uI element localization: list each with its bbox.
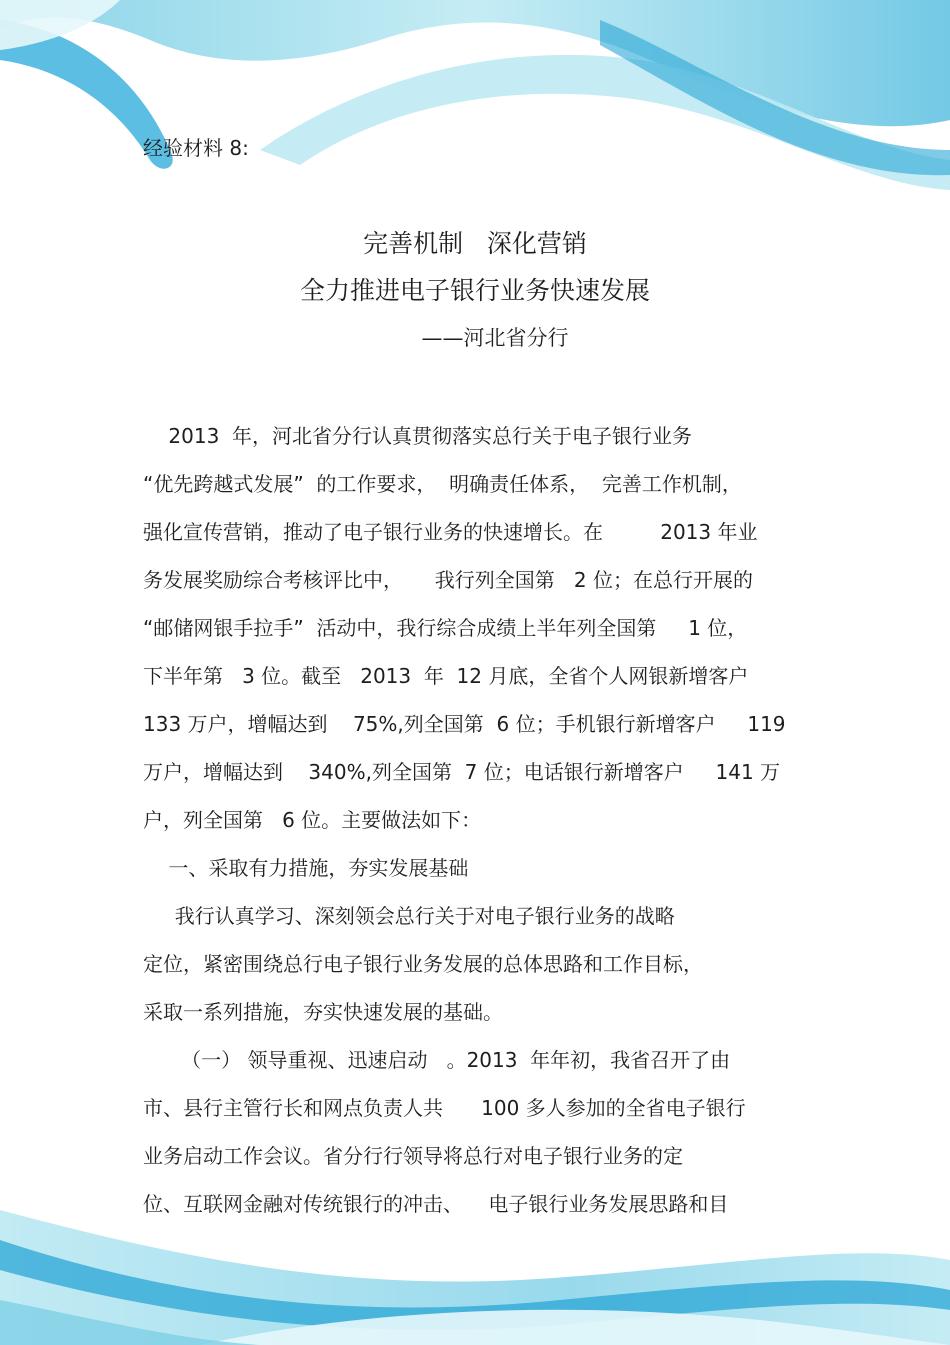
body-line: 位、互联网金融对传统银行的冲击、 电子银行业务发展思路和目	[143, 1192, 729, 1216]
document-title-line-2: 全力推进电子银行业务快速发展	[299, 276, 650, 305]
document-label: 经验材料 8:	[143, 136, 249, 160]
section-heading: 一、采取有力措施，夯实发展基础	[143, 856, 469, 880]
body-line: 户，列全国第 6 位。主要做法如下：	[143, 808, 482, 832]
body-line: 务发展奖励综合考核评比中， 我行列全国第 2 位；在总行开展的	[143, 568, 753, 592]
body-line: 万户，增幅达到 340%,列全国第 7 位；电话银行新增客户 141 万	[143, 760, 781, 784]
body-line: “邮储网银手拉手” 活动中，我行综合成绩上半年列全国第 1 位，	[143, 616, 748, 640]
body-line: 我行认真学习、深刻领会总行关于对电子银行业务的战略	[143, 904, 675, 928]
body-line: 强化宣传营销，推动了电子银行业务的快速增长。在 2013 年业	[143, 520, 758, 544]
body-line: 业务启动工作会议。省分行行领导将总行对电子银行业务的定	[143, 1144, 683, 1168]
body-line: 定位，紧密围绕总行电子银行业务发展的总体思路和工作目标，	[143, 952, 703, 976]
body-line: 2013 年，河北省分行认真贯彻落实总行关于电子银行业务	[143, 424, 693, 448]
body-line: 采取一系列措施，夯实快速发展的基础。	[143, 1000, 503, 1024]
body-line: 133 万户，增幅达到 75%,列全国第 6 位；手机银行新增客户 119	[143, 712, 786, 736]
subsection-line: （一） 领导重视、迅速启动 。2013 年年初，我省召开了由	[143, 1048, 731, 1072]
body-line: “优先跨越式发展” 的工作要求， 明确责任体系， 完善工作机制，	[143, 472, 742, 496]
body-line: 市、县行主管行长和网点负责人共 100 多人参加的全省电子银行	[143, 1096, 746, 1120]
document-subtitle-author: ——河北省分行	[421, 326, 569, 350]
document-title-line-1: 完善机制 深化营销	[363, 229, 587, 258]
body-line: 下半年第 3 位。截至 2013 年 12 月底，全省个人网银新增客户	[143, 664, 749, 688]
